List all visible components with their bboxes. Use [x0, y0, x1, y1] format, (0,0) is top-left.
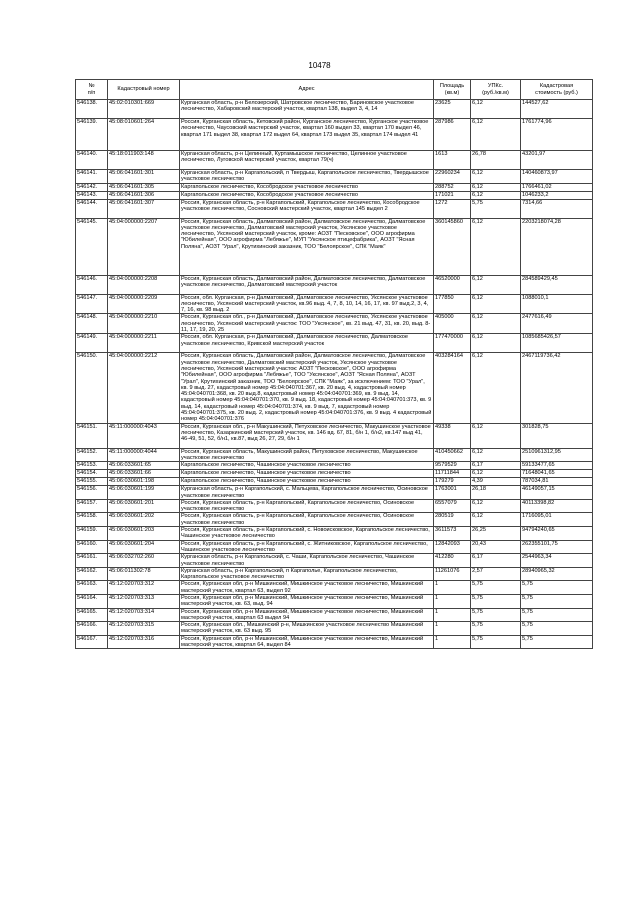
table-row	[76, 294, 593, 314]
cadastral-number: 45:11:000000:4043	[108, 423, 180, 448]
cadastral-number: 45:12:020703:313	[108, 594, 180, 608]
area: 405000	[434, 314, 471, 334]
cadastral-number: 45:12:020703:312	[108, 581, 180, 595]
address: Россия, Курганская обл, р-н Мишкинский, Мишкинское участковое лесничество, Мишкинский мастерский участок, кв. 63, выд. 94	[180, 594, 434, 608]
row-number: 546142.	[76, 183, 108, 191]
cadastral-cost: 94794240,65	[521, 527, 593, 541]
upks-value: 5,75	[471, 635, 521, 649]
area: 171021	[434, 191, 471, 199]
area: 23625	[434, 100, 471, 119]
cadastral-cost: 140460873,97	[521, 170, 593, 184]
address: Россия, Курганская область, р-н Каргапольский, с. Новоисковское, Каргапольское лесничество, Чашинское участковое лесничество	[180, 527, 434, 541]
cadastral-number: 45:06:030601:201	[108, 499, 180, 513]
cadastral-cost: 1085685426,57	[521, 334, 593, 353]
cadastral-number: 45:06:041601:306	[108, 191, 180, 199]
cadastral-cost: 2203218074,28	[521, 218, 593, 275]
upks-value: 6,12	[471, 218, 521, 275]
cadastral-number: 45:06:033601:66	[108, 470, 180, 478]
cadastral-cost: 28940965,32	[521, 567, 593, 581]
cadastral-number: 45:04:000000:2207	[108, 218, 180, 275]
table-row	[76, 334, 593, 353]
address: Каргапольское лесничество, Чашинское участковое лесничество	[180, 462, 434, 470]
cadastral-cost: 5,75	[521, 608, 593, 622]
table-row	[76, 635, 593, 649]
cadastral-cost: 46149057,15	[521, 486, 593, 500]
cadastral-number: 45:12:020703:315	[108, 622, 180, 636]
page-number: 10478	[308, 61, 331, 70]
row-number: 546161.	[76, 554, 108, 568]
cadastral-number: 45:12:020703:314	[108, 608, 180, 622]
row-number: 546144.	[76, 199, 108, 218]
area: 412280	[434, 554, 471, 568]
area: 11711844	[434, 470, 471, 478]
row-number: 546157.	[76, 499, 108, 513]
cadastral-cost: 1716095,01	[521, 513, 593, 527]
row-number: 546163.	[76, 581, 108, 595]
area: 360145860	[434, 218, 471, 275]
header-address: Адрес	[180, 80, 434, 100]
address: Курганская область, р-н Каргапольский, п Твердыш, Каргапольское лесничество, Твердышское участковое лесничество	[180, 170, 434, 184]
cadastral-number: 45:06:041601:305	[108, 183, 180, 191]
table-row	[76, 594, 593, 608]
cadastral-cost: 1761774,96	[521, 119, 593, 151]
address: Курганская область, р-н Каргапольский, п Каргаполье, Каргапольское лесничество, Каргапольское участковое лесничество	[180, 567, 434, 581]
area: 46520000	[434, 275, 471, 294]
address: Россия, Курганская область, р-н Каргапольский, с. Житниковское, Каргапольское лесничество, Чашинское участковое лесничество	[180, 540, 434, 554]
row-number: 546160.	[76, 540, 108, 554]
table-row	[76, 183, 593, 191]
row-number: 546153.	[76, 462, 108, 470]
upks-value: 6,12	[471, 334, 521, 353]
table-row	[76, 554, 593, 568]
cadastral-cost: 2467119736,42	[521, 353, 593, 423]
area: 1	[434, 608, 471, 622]
cadastral-cost: 144527,62	[521, 100, 593, 119]
cadastral-cost: 40113398,82	[521, 499, 593, 513]
address: Россия, Курганская область, Макушинский район, Петуховское лесничество, Макушинское участковое лесничество	[180, 448, 434, 462]
table-row	[76, 608, 593, 622]
cadastral-number: 45:06:041601:307	[108, 199, 180, 218]
table-row	[76, 527, 593, 541]
upks-value: 5,75	[471, 594, 521, 608]
cadastral-number: 45:12:020703:316	[108, 635, 180, 649]
row-number: 546149.	[76, 334, 108, 353]
area: 11261076	[434, 567, 471, 581]
area: 1272	[434, 199, 471, 218]
upks-value: 5,75	[471, 622, 521, 636]
area: 6557079	[434, 499, 471, 513]
row-number: 546164.	[76, 594, 108, 608]
upks-value: 6,12	[471, 191, 521, 199]
table-row	[76, 151, 593, 170]
address: Курганская область, р-н Каргапольский, с. Чаши, Каргапольское лесничество, Чашинское участковое лесничество	[180, 554, 434, 568]
address: Россия, обл. Курганская, р-н Далматовский, Далматовское лесничество, Уксянское участковое лесничество, Уксянский мастерский участок, кв.96 выд. 4, 7, 8, 10, 14, 16, 17, кв. 97 выд.2, 3, 4, 7, 16, кв. 98 выд. 2	[180, 294, 434, 314]
cadastral-number: 45:04:000000:2211	[108, 334, 180, 353]
cadastral-number: 45:04:000000:2210	[108, 314, 180, 334]
cadastral-number: 45:02:010301:669	[108, 100, 180, 119]
cadastral-cost: 5,75	[521, 594, 593, 608]
address: Россия, Курганская область, Кетовский район, Курганское лесничество, Курганское участковое лесничество, Чаусовский мастерский участок, квартал 160 выдел 33, квартал 170 выдел 46, квартал 171 выдел 38, квартал 172 выдел 64, квартал 173 выдел 35, квартал 174 выдел 41	[180, 119, 434, 151]
cadastral-cost: 71648041,65	[521, 470, 593, 478]
address: Курганская область, р-н Белозерский, Шатровское лесничество, Бариновское участковое лесничество, Хабаровский мастерский участок, квартал 138, выдел 3, 4, 14	[180, 100, 434, 119]
upks-value: 26,25	[471, 527, 521, 541]
cadastral-cost: 7314,66	[521, 199, 593, 218]
row-number: 546159.	[76, 527, 108, 541]
upks-value: 6,12	[471, 170, 521, 184]
area: 9579529	[434, 462, 471, 470]
upks-value: 6,12	[471, 448, 521, 462]
table-row	[76, 462, 593, 470]
address: Каргапольское лесничество, Кособродское участковое лесничество	[180, 191, 434, 199]
address: Россия, Курганская область, Далматовский район, Далматовское лесничество, Далматовское участковое лесничество, Далматовский мастерский участок, Уксянское участковое лесничество, Уксянский мастерский участок, кроме: АОЗТ "Песковское", ООО агрофирма "Юбилейная", ООО агрофирма "Лебяжье", МУП "Уксянское птицефабрика", АОЗТ "Ясная Поляна", АОЗТ "Урал", Крутихинский заказник, ТОО "Белоярское", СПК "Маяк"	[180, 218, 434, 275]
upks-value: 26,18	[471, 486, 521, 500]
address: Россия, Курганская обл, р-н Мишкинский, Мишкинское участковое лесничество, Мишкинский мастерский участок, квартал 63 выдел 94	[180, 608, 434, 622]
row-number: 546141.	[76, 170, 108, 184]
area: 177850	[434, 294, 471, 314]
cadastral-cost: 1046233,2	[521, 191, 593, 199]
cadastral-number: 45:06:032702:260	[108, 554, 180, 568]
table-row	[76, 100, 593, 119]
upks-value: 5,75	[471, 581, 521, 595]
area: 12842093	[434, 540, 471, 554]
row-number: 546166.	[76, 622, 108, 636]
address: Россия, обл. Курганская, р-н Далматовский, Далматовское лесничество, Далматовское участковое лесничество, Кривской мастерский участок	[180, 334, 434, 353]
table-header-row	[76, 80, 593, 100]
cadastral-number: 45:11:000000:4044	[108, 448, 180, 462]
header-area: Площадь (кв.м)	[434, 80, 471, 100]
upks-value: 6,12	[471, 314, 521, 334]
area: 287986	[434, 119, 471, 151]
table-row	[76, 567, 593, 581]
area: 49338	[434, 423, 471, 448]
row-number: 546139.	[76, 119, 108, 151]
table-row	[76, 470, 593, 478]
cadastral-cost: 2477616,49	[521, 314, 593, 334]
cadastral-cost: 2544963,34	[521, 554, 593, 568]
upks-value: 6,12	[471, 353, 521, 423]
table-row	[76, 540, 593, 554]
cadastral-cost: 284589429,45	[521, 275, 593, 294]
area: 403284164	[434, 353, 471, 423]
address: Россия, Курганская область, р-н Каргапольский, Каргапольское лесничество, Осиновское участковое лесничество	[180, 513, 434, 527]
table-row	[76, 170, 593, 184]
table-row	[76, 353, 593, 423]
row-number: 546151.	[76, 423, 108, 448]
address: Россия, Курганская область, р-н Каргапольский, Каргапольское лесничество, Осиновское участковое лесничество	[180, 499, 434, 513]
header-cadastral-cost: Кадастровая стоимость (руб.)	[521, 80, 593, 100]
cadastral-cost: 59133477,65	[521, 462, 593, 470]
cadastral-cost: 262355101,75	[521, 540, 593, 554]
address: Каргапольское лесничество, Чашинское участковое лесничество	[180, 470, 434, 478]
cadastral-cost: 5,75	[521, 622, 593, 636]
cadastral-cost: 2510961312,95	[521, 448, 593, 462]
table-row	[76, 119, 593, 151]
cadastral-cost: 1088010,1	[521, 294, 593, 314]
cadastral-number: 45:06:033601:65	[108, 462, 180, 470]
table-row	[76, 622, 593, 636]
cadastral-number: 45:04:000000:2212	[108, 353, 180, 423]
area: 22960234	[434, 170, 471, 184]
area: 280519	[434, 513, 471, 527]
cadastral-cost: 5,75	[521, 581, 593, 595]
cadastral-cost: 301828,75	[521, 423, 593, 448]
table-row	[76, 448, 593, 462]
upks-value: 6,17	[471, 462, 521, 470]
upks-value: 6,12	[471, 513, 521, 527]
upks-value: 6,12	[471, 499, 521, 513]
header-cadastral-number: Кадастровый номер	[108, 80, 180, 100]
area: 1	[434, 635, 471, 649]
area: 1613	[434, 151, 471, 170]
address: Россия, Курганская обл., Мишкинский р-н, Мишкинское участковое лесничество Мишкинский мастерский участок, кв. 63 выд. 95	[180, 622, 434, 636]
row-number: 546154.	[76, 470, 108, 478]
table-row	[76, 191, 593, 199]
area: 179279	[434, 478, 471, 486]
cadastral-number: 45:04:000000:2209	[108, 294, 180, 314]
row-number: 546150.	[76, 353, 108, 423]
cadastral-number: 45:06:030601:198	[108, 478, 180, 486]
cadastral-number: 45:04:000000:2208	[108, 275, 180, 294]
upks-value: 26,78	[471, 151, 521, 170]
cadastral-table	[75, 79, 593, 649]
table-row	[76, 275, 593, 294]
row-number: 546155.	[76, 478, 108, 486]
upks-value: 2,57	[471, 567, 521, 581]
table-row	[76, 478, 593, 486]
cadastral-cost: 5,75	[521, 635, 593, 649]
header-number: № п/п	[76, 80, 108, 100]
address: Россия, Курганская область, Далматовский район, Далматовское лесничество, Далматовское участковое лесничество, Далматовский мастерский участок	[180, 275, 434, 294]
area: 1	[434, 581, 471, 595]
upks-value: 6,12	[471, 183, 521, 191]
row-number: 546147.	[76, 294, 108, 314]
row-number: 546140.	[76, 151, 108, 170]
cadastral-number: 45:06:041601:301	[108, 170, 180, 184]
area: 1	[434, 594, 471, 608]
address: Россия, Курганская область, р-н Каргапольский, Каргапольское лесничество, Кособродское участковое лесничество, Сосновский мастерский участок, квартал 145 выдел 2	[180, 199, 434, 218]
cadastral-number: 45:06:030601:199	[108, 486, 180, 500]
area: 1763001	[434, 486, 471, 500]
table-row	[76, 314, 593, 334]
area: 1	[434, 622, 471, 636]
upks-value: 6,12	[471, 294, 521, 314]
cadastral-cost: 43201,97	[521, 151, 593, 170]
address: Россия, Курганская обл, р-н Мишкинский, Мишкинское участковое лесничество, Мишкинский мастерский участок, квартал 64, выдел 84	[180, 635, 434, 649]
row-number: 546158.	[76, 513, 108, 527]
area: 288752	[434, 183, 471, 191]
cadastral-cost: 787034,81	[521, 478, 593, 486]
area: 410450662	[434, 448, 471, 462]
cadastral-number: 45:06:030601:203	[108, 527, 180, 541]
upks-value: 4,39	[471, 478, 521, 486]
upks-value: 6,12	[471, 423, 521, 448]
cadastral-number: 45:18:011903:148	[108, 151, 180, 170]
table-row	[76, 486, 593, 500]
row-number: 546156.	[76, 486, 108, 500]
address: Курганская область, р-н Целинный, Куртамышское лесничество, Целинное участковое лесничество, Луговской мастерский участок, квартал 79(ч)	[180, 151, 434, 170]
upks-value: 5,75	[471, 199, 521, 218]
row-number: 546167.	[76, 635, 108, 649]
upks-value: 6,17	[471, 554, 521, 568]
address: Россия, Курганская обл, р-н Мишкинский, Мишкинское участковое лесничество, Мишкинский мастерский участок, квартал 63, выдел 92	[180, 581, 434, 595]
upks-value: 20,43	[471, 540, 521, 554]
table-row	[76, 581, 593, 595]
upks-value: 6,12	[471, 119, 521, 151]
row-number: 546145.	[76, 218, 108, 275]
row-number: 546146.	[76, 275, 108, 294]
address: Курганская область, р-н Каргапольский, с. Мальцева, Каргапольское лесничество, Осиновское участковое лесничество	[180, 486, 434, 500]
upks-value: 6,12	[471, 275, 521, 294]
upks-value: 6,12	[471, 470, 521, 478]
row-number: 546138.	[76, 100, 108, 119]
cadastral-number: 45:06:030601:202	[108, 513, 180, 527]
area: 3611573	[434, 527, 471, 541]
table-row	[76, 513, 593, 527]
address: Каргапольское лесничество, Кособродское участковое лесничество	[180, 183, 434, 191]
row-number: 546143.	[76, 191, 108, 199]
address: Россия, Курганская обл., р-н Далматовский, Далматовское лесничество, Уксянское участковое лесничество, Уксянский мастерский участок: ТОО "Уксянское", кв. 21 выд. 47, 31, кв. 20, выд. 8-11, 17, 19, 20, 25	[180, 314, 434, 334]
address: Россия, Курганская область, Далматовский район, Далматовское лесничество, Далматовское участковое лесничество, Далматовский мастерский участок, Уксянское участковое лесничество, Уксянский мастерский участок: АОЗТ "Песковское", ООО агрофирма "Юбилейная", ООО агрофирма "Лебяжье", ТОО "Уксянское", АОЗТ "Ясная Поляна", АОЗТ "Урал", Крутихинский заказник, ТОО "Белоярское", СПК "Маяк", за исключением: ТОО "Урал", кв. 9 выд. 27, кадастровый номер 45:04:040701:367, кв. 20 выд. 4, кадастровый номер 45:04:040701:368, кв. 20 выд.8, кадастровый номер 45:04:040701:369, кв. 9 выд. 14, кадастровый номер 45:04:040701:370, кв. 9 выд. 18, кадастровый номер 45:04:040701:373, кв. 9 выд. 14, кадастровый номер 45:04:040701:374, кв. 9 выд. 7, кадастровый номер 45:04:040701:375, кв. 20 выд. 2, кадастровый номер 45:04:040701:376, кв. 9 выд. 4 кадастровый номер 45:04:040701:376	[180, 353, 434, 423]
row-number: 546152.	[76, 448, 108, 462]
row-number: 546165.	[76, 608, 108, 622]
address: Каргапольское лесничество, Чашинское участковое лесничество	[180, 478, 434, 486]
row-number: 546162.	[76, 567, 108, 581]
table-row	[76, 199, 593, 218]
table-row	[76, 423, 593, 448]
cadastral-number: 45:06:011302:78	[108, 567, 180, 581]
row-number: 546148.	[76, 314, 108, 334]
upks-value: 6,12	[471, 100, 521, 119]
cadastral-cost: 1766461,02	[521, 183, 593, 191]
cadastral-number: 45:06:030601:204	[108, 540, 180, 554]
upks-value: 5,75	[471, 608, 521, 622]
table-row	[76, 218, 593, 275]
header-upks: УПКс. (руб./кв.м)	[471, 80, 521, 100]
table-row	[76, 499, 593, 513]
address: Россия, Курганская обл., р-н Макушинский, Петуховское лесничество, Макушинское участковое лесничество, Казаркинский мастерский участок, кв. 146 вд. 67, 81, б/н 1, б/н2, кв.147 выд 41, 46-49, 51, 52, б/н1, кв.87, выд 26, 27, 29, б/н 1	[180, 423, 434, 448]
area: 177470000	[434, 334, 471, 353]
cadastral-number: 45:08:010601:264	[108, 119, 180, 151]
